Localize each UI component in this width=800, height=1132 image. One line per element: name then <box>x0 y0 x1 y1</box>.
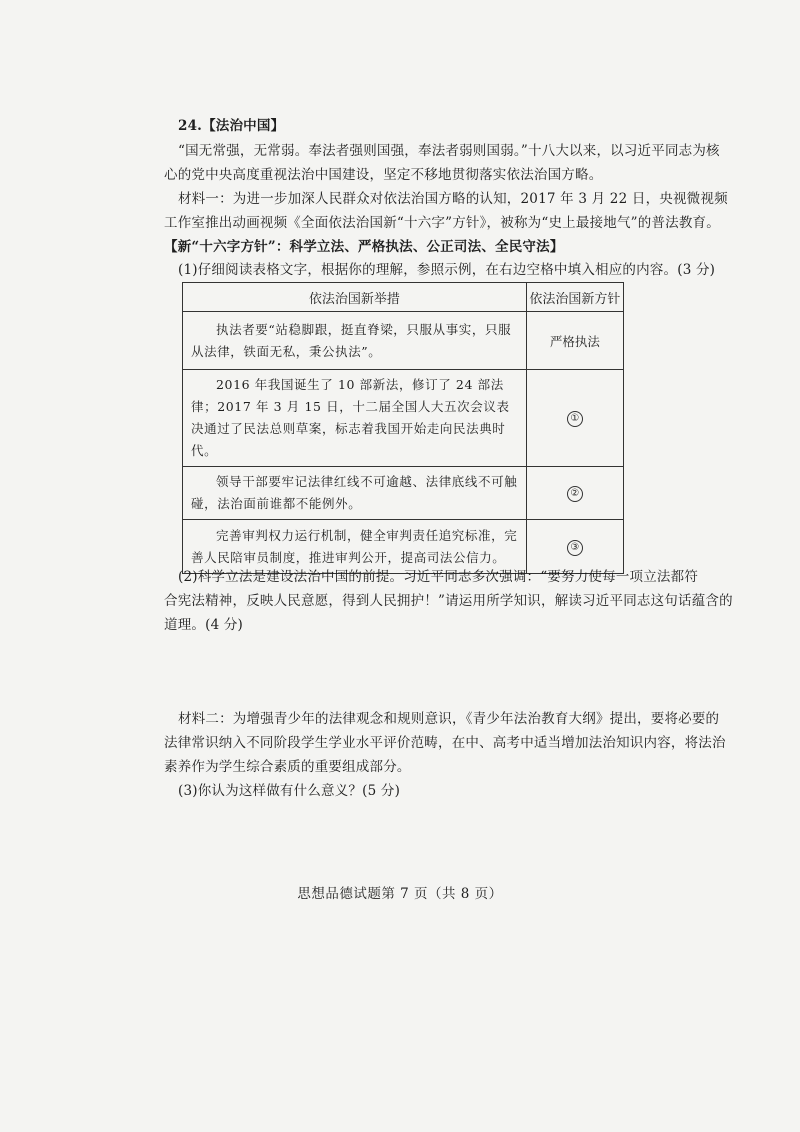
answer-blank-3: ③ <box>567 540 583 556</box>
table-header-row <box>183 283 624 312</box>
sub2-line-1: (2)科学立法是建设法治中国的前提。习近平同志多次强调：“要努力使每一项立法都符 <box>178 569 699 585</box>
page-footer: 思想品德试题第 7 页（共 8 页） <box>297 886 503 902</box>
sub-question-1: (1)仔细阅读表格文字，根据你的理解，参照示例，在右边空格中填入相应的内容。(3 分) <box>178 262 716 278</box>
table-row <box>183 312 624 370</box>
material2-line-1: 材料二：为增强青少年的法律观念和规则意识，《青少年法治教育大纲》提出，要将必要的 <box>178 711 720 727</box>
sixteen-char-note: 【新“十六字方针”：科学立法、严格执法、公正司法、全民守法】 <box>164 239 564 255</box>
intro-line-2: 心的党中央高度重视法治中国建设，坚定不移地贯彻落实依法治国方略。 <box>164 167 603 183</box>
sub2-line-2: 合宪法精神，反映人民意愿，得到人民拥护！”请运用所学知识，解读习近平同志这句话蕴含的 <box>164 593 733 609</box>
material1-line-2: 工作室推出动画视频《全面依法治国新“十六字”方针》，被称为“史上最接地气”的普法教育。 <box>164 215 720 231</box>
answer-blank-1: ① <box>567 411 583 427</box>
header-measure: 依法治国新举措 <box>183 283 527 312</box>
material2-line-2: 法律常识纳入不同阶段学生学业水平评价范畴，在中、高考中适当增加法治知识内容，将法治 <box>164 735 726 751</box>
material2-line-3: 素养作为学生综合素质的重要组成部分。 <box>164 759 411 775</box>
table-row <box>183 520 624 574</box>
measure-cell: 完善审判权力运行机制，健全审判责任追究标准，完善人民陪审员制度，推进审判公开，提高司法公信力。 <box>191 527 518 565</box>
answer-blank-2: ② <box>567 486 583 502</box>
sub-question-3: (3)你认为这样做有什么意义？(5 分) <box>178 783 401 799</box>
measure-cell: 2016 年我国诞生了 10 部新法，修订了 24 部法律；2017 年 3 月 15 日，十二届全国人大五次会议表决通过了民法总则草案，标志着我国开始走向民法典时代。 <box>191 377 510 458</box>
material1-line-1: 材料一：为进一步加深人民群众对依法治国方略的认知，2017 年 3 月 22 日，央视微视频 <box>178 191 728 207</box>
intro-line-1: “国无常强，无常弱。奉法者强则国强，奉法者弱则国弱。”十八大以来，以习近平同志为核 <box>178 143 720 159</box>
measure-cell: 执法者要“站稳脚跟，挺直脊梁，只服从事实，只服从法律，铁面无私，秉公执法”。 <box>191 321 512 359</box>
table-row <box>183 467 624 520</box>
sub2-line-3: 道理。(4 分) <box>164 617 244 633</box>
question-title: 24.【法治中国】 <box>178 118 285 134</box>
header-policy: 依法治国新方针 <box>526 283 623 312</box>
table-row <box>183 370 624 467</box>
measure-cell: 领导干部要牢记法律红线不可逾越、法律底线不可触碰，法治面前谁都不能例外。 <box>191 474 518 511</box>
measures-table <box>182 282 624 574</box>
policy-cell-example: 严格执法 <box>526 312 623 370</box>
